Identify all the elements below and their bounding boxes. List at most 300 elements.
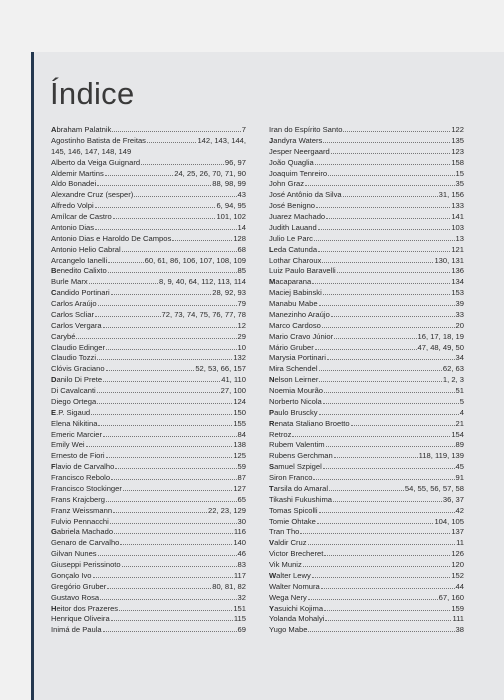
- artist-name-text: Aldemir Martins: [51, 168, 104, 178]
- artist-name: [51, 364, 105, 375]
- artist-name-text: Iran do Espírito Santo: [269, 125, 343, 134]
- artist-name: [269, 201, 315, 212]
- dot-leader: [315, 349, 417, 350]
- dot-leader: [324, 610, 450, 611]
- page-numbers: 103: [451, 222, 464, 232]
- page-numbers: 123: [451, 146, 464, 156]
- page-numbers: 127: [233, 483, 246, 493]
- artist-name-text: Walter Nomura: [269, 581, 320, 591]
- artist-name-text: Juarez Machado: [269, 212, 326, 221]
- index-entry: [269, 462, 464, 473]
- dot-leader: [326, 218, 450, 219]
- page-numbers: 118, 119, 139: [418, 451, 464, 461]
- artist-name-text: Norberto Nicola: [269, 396, 322, 406]
- artist-name-text: Carlos Scliar: [51, 309, 95, 319]
- index-entry: [51, 560, 246, 571]
- dot-leader: [141, 164, 224, 165]
- artist-name: [269, 495, 332, 506]
- index-entry: [51, 256, 246, 267]
- index-entry: [269, 190, 464, 201]
- page-numbers: 121: [451, 244, 464, 254]
- artist-name: [51, 495, 105, 506]
- artist-name: [269, 277, 311, 288]
- page-numbers: 22, 23, 129: [207, 505, 246, 515]
- page-numbers: 35: [455, 179, 464, 189]
- artist-name: [269, 527, 299, 538]
- index-entry: [51, 147, 246, 158]
- dot-leader: [97, 185, 211, 186]
- artist-name: [269, 397, 322, 408]
- artist-name-text: Fulvio Pennacchi: [51, 516, 109, 526]
- artist-name-text: Siron Franco: [269, 473, 313, 482]
- artist-name-text: Vik Muniz: [269, 560, 302, 569]
- artist-name: [51, 375, 102, 386]
- artist-name: [51, 136, 146, 147]
- artist-name: [269, 604, 323, 615]
- index-entry: [269, 549, 464, 560]
- page-numbers: 130, 131: [434, 255, 464, 265]
- artist-name: [269, 364, 318, 375]
- dot-leader: [89, 283, 158, 284]
- artist-name: [269, 223, 317, 234]
- index-entry: [269, 125, 464, 136]
- page-numbers: 134: [451, 277, 464, 287]
- dot-leader: [325, 620, 451, 621]
- dot-leader: [111, 620, 233, 621]
- page-numbers: 41, 110: [221, 375, 246, 385]
- page-numbers: 13: [455, 233, 464, 243]
- artist-name-text: Franz Weissmann: [51, 505, 113, 515]
- artist-name-text: Frans Krajcberg: [51, 494, 106, 504]
- letter-initial: G: [51, 527, 57, 537]
- artist-name-text: Alexandre Cruz (sesper): [51, 190, 134, 200]
- artist-name: [269, 614, 324, 625]
- index-entry: [51, 332, 246, 343]
- dot-leader: [111, 294, 212, 295]
- artist-name: [51, 538, 119, 549]
- letter-initial: Y: [269, 603, 275, 613]
- page-numbers: 27, 100: [220, 386, 246, 395]
- index-entry: [269, 538, 464, 549]
- artist-name-text: asuichi Kojima: [274, 603, 324, 613]
- artist-name: [51, 462, 114, 473]
- index-entry: [51, 125, 246, 136]
- page-numbers: 20: [455, 320, 464, 330]
- index-entry: [269, 288, 464, 299]
- dot-leader: [172, 240, 232, 241]
- page-numbers: 45: [455, 462, 464, 472]
- page-numbers: 7: [241, 125, 246, 134]
- index-entry: [269, 375, 464, 386]
- index-entry: [269, 604, 464, 615]
- artist-name: [269, 593, 307, 604]
- artist-name: [269, 408, 318, 419]
- artist-name-text: Diego Ortega: [51, 396, 97, 406]
- index-entry: [51, 266, 246, 277]
- dot-leader: [322, 262, 433, 263]
- page-numbers: 32: [237, 592, 246, 602]
- dot-leader: [308, 599, 438, 600]
- index-entry: [269, 386, 464, 397]
- artist-name-text: Mira Schendel: [269, 364, 318, 374]
- artist-name-text: Carybé: [51, 331, 76, 341]
- index-entry: [269, 397, 464, 408]
- dot-leader: [308, 631, 454, 632]
- artist-name-text: Ernesto de Fiori: [51, 451, 105, 461]
- index-entry: [269, 451, 464, 462]
- page-numbers: 117: [233, 570, 246, 580]
- dot-leader: [324, 392, 455, 393]
- artist-name: [269, 169, 327, 180]
- artist-name-text: Maciej Babinski: [269, 288, 322, 298]
- artist-name-text: Carlos Araújo: [51, 299, 97, 308]
- dot-leader: [319, 381, 442, 382]
- dot-leader: [110, 523, 237, 524]
- index-entry: [51, 310, 246, 321]
- dot-leader: [317, 523, 434, 524]
- artist-name-text: anilo Di Prete: [56, 375, 103, 385]
- index-entry: [51, 299, 246, 310]
- page-numbers: 51: [455, 386, 464, 395]
- artist-name-text: Gilvan Nunes: [51, 549, 97, 559]
- artist-name: [51, 506, 112, 517]
- index-entry: [51, 571, 246, 582]
- index-entry: [51, 527, 246, 538]
- artist-name-text: Julio Le Parc: [269, 233, 313, 243]
- index-entry: [269, 593, 464, 604]
- artist-name-text: Tikashi Fukushima: [269, 494, 333, 504]
- page-numbers: 44: [455, 581, 464, 591]
- artist-name: [269, 266, 336, 277]
- dot-leader: [326, 446, 455, 447]
- dot-leader: [108, 262, 144, 263]
- artist-name-text: Carlos Vergara: [51, 320, 102, 330]
- dot-leader: [343, 196, 438, 197]
- artist-name-text: Elena Nikitina: [51, 418, 98, 428]
- artist-name: [51, 582, 106, 593]
- artist-name-text: Tomas Spicolli: [269, 505, 318, 515]
- artist-name: [269, 125, 342, 136]
- artist-name-text: Antonio Dias e Haroldo De Campos: [51, 233, 172, 243]
- page-numbers: 120: [451, 560, 464, 569]
- letter-initial: M: [269, 277, 276, 287]
- dot-leader: [98, 305, 237, 306]
- index-entry: [51, 179, 246, 190]
- page-title: Índice: [50, 76, 135, 111]
- index-entry: [51, 593, 246, 604]
- index-entry: [51, 473, 246, 484]
- dot-leader: [119, 610, 232, 611]
- artist-name: [269, 375, 318, 386]
- artist-name: [51, 212, 112, 223]
- artist-name: [269, 560, 302, 571]
- artist-name: [269, 484, 328, 495]
- artist-name-text: lavio de Carvalho: [55, 462, 115, 472]
- letter-initial: S: [269, 462, 275, 472]
- artist-name-text: Gonçalo Ivo: [51, 570, 92, 580]
- artist-name-text: eda Catunda: [273, 244, 318, 254]
- index-entry: [269, 408, 464, 419]
- artist-name: [269, 353, 326, 364]
- page-numbers: 138: [233, 440, 246, 450]
- artist-name: [51, 266, 107, 277]
- artist-name-text: Lothar Charoux: [269, 255, 322, 265]
- dot-leader: [97, 392, 220, 393]
- index-entry: [269, 277, 464, 288]
- dot-leader: [103, 381, 220, 382]
- dot-leader: [103, 631, 237, 632]
- artist-name: [51, 310, 94, 321]
- artist-name-text: Henrique Oliveira: [51, 614, 110, 624]
- dot-leader: [316, 207, 450, 208]
- artist-name-text: Emeric Marcier: [51, 429, 103, 439]
- page-numbers: 68: [237, 244, 246, 254]
- page-numbers: 5: [459, 396, 464, 406]
- artist-name-text: Rubens Gerchman: [269, 451, 333, 461]
- artist-name-text: José Antônio da Silva: [269, 190, 342, 200]
- page-spine-bar: [31, 52, 34, 700]
- index-entry: [269, 147, 464, 158]
- artist-name-text: Rubem Valentim: [269, 440, 325, 450]
- index-entry: [51, 582, 246, 593]
- artist-name: [51, 451, 105, 462]
- page-numbers: 14: [237, 222, 246, 232]
- artist-name: [269, 321, 321, 332]
- dot-leader: [323, 294, 451, 295]
- page-numbers: 104, 105: [434, 516, 464, 526]
- dot-leader: [120, 544, 232, 545]
- page-numbers: 152: [451, 570, 464, 580]
- artist-name: [51, 353, 96, 364]
- page-numbers: 47, 48, 49, 50: [417, 342, 464, 352]
- dot-leader: [312, 577, 451, 578]
- page-numbers: 141: [451, 212, 464, 221]
- artist-name-text: eitor dos Prazeres: [56, 603, 119, 613]
- artist-name-text: Marco Cardoso: [269, 320, 321, 330]
- artist-name: [51, 397, 96, 408]
- index-entry: [269, 299, 464, 310]
- index-entry: [269, 332, 464, 343]
- artist-name: [269, 571, 311, 582]
- artist-name-text: Mário Gruber: [269, 342, 314, 352]
- index-entry: [51, 353, 246, 364]
- dot-leader: [86, 446, 233, 447]
- page-numbers: 29: [237, 331, 246, 341]
- artist-name: [51, 223, 94, 234]
- page-numbers: 128: [233, 233, 246, 243]
- artist-name: [51, 299, 97, 310]
- index-entry: [269, 245, 464, 256]
- dot-leader: [312, 283, 450, 284]
- dot-leader: [95, 229, 236, 230]
- letter-initial: N: [269, 375, 275, 385]
- letter-initial: D: [51, 375, 57, 385]
- index-entry: [269, 223, 464, 234]
- artist-name-text: Clóvis Graciano: [51, 364, 105, 374]
- dot-leader: [106, 349, 237, 350]
- artist-name: [51, 125, 111, 136]
- artist-name-text: Victor Brecheret: [269, 549, 324, 559]
- page-numbers: 101, 102: [216, 212, 246, 221]
- page-numbers: 43: [237, 190, 246, 200]
- artist-name: [51, 158, 140, 169]
- page-numbers: 65: [237, 494, 246, 504]
- index-entry: [269, 484, 464, 495]
- artist-name-text: andido Portinari: [56, 288, 110, 298]
- artist-name-text: José Benigno: [269, 201, 316, 211]
- artist-name: [51, 169, 104, 180]
- artist-name-text: Gregório Gruber: [51, 581, 107, 591]
- index-entry: [51, 614, 246, 625]
- dot-leader: [327, 359, 455, 360]
- index-entry: [269, 266, 464, 277]
- index-entry: [269, 506, 464, 517]
- artist-name: [51, 256, 107, 267]
- page-numbers: 87: [237, 473, 246, 482]
- page-numbers: 33: [455, 309, 464, 319]
- artist-name-text: Claudio Edinger: [51, 342, 106, 352]
- artist-name-text: Alfredo Volpi: [51, 201, 94, 211]
- page-numbers: 54, 55, 56, 57, 58: [404, 483, 464, 493]
- index-entry: [269, 527, 464, 538]
- artist-name-text: andyra Waters: [273, 135, 323, 145]
- artist-name: [51, 179, 96, 190]
- artist-name: [51, 408, 90, 419]
- dot-leader: [319, 512, 455, 513]
- dot-leader: [108, 272, 237, 273]
- index-entry: [269, 212, 464, 223]
- page-numbers: 151: [233, 603, 246, 613]
- page-numbers: 46: [237, 549, 246, 559]
- index-entry: [51, 408, 246, 419]
- index-entry: [51, 462, 246, 473]
- letter-initial: T: [269, 483, 274, 493]
- dot-leader: [93, 577, 233, 578]
- page-numbers: 21: [455, 418, 464, 428]
- page-numbers: 136: [451, 266, 464, 276]
- page-numbers: 140: [233, 538, 246, 548]
- page-numbers: 126: [451, 549, 464, 559]
- artist-name-text: abriela Machado: [56, 527, 114, 537]
- letter-initial: F: [51, 462, 56, 472]
- page-numbers: 150: [233, 407, 246, 417]
- index-entry: [269, 321, 464, 332]
- artist-name: [269, 190, 342, 201]
- index-entry: [269, 201, 464, 212]
- dot-leader: [333, 501, 442, 502]
- page-numbers: 135: [451, 135, 464, 145]
- artist-name: [51, 288, 110, 299]
- artist-name-text: Retroz: [269, 429, 292, 439]
- artist-name-text: John Graz: [269, 179, 305, 189]
- artist-name: [269, 310, 330, 321]
- index-entry: [269, 582, 464, 593]
- artist-name: [51, 386, 96, 397]
- page-numbers: 154: [451, 429, 464, 439]
- page-numbers: 39: [455, 299, 464, 308]
- page-numbers: 124: [233, 396, 246, 406]
- index-entry: [51, 386, 246, 397]
- page-numbers: 88, 98, 99: [212, 179, 246, 189]
- artist-name-text: Antonio Helio Cabral: [51, 244, 121, 254]
- page-numbers: 38: [455, 625, 464, 635]
- artist-name-text: Wega Nery: [269, 592, 307, 602]
- index-entry: [51, 495, 246, 506]
- index-entry: [269, 343, 464, 354]
- index-entry: [269, 430, 464, 441]
- artist-name-text: Joaquim Tenreiro: [269, 168, 328, 178]
- index-entry: [51, 136, 246, 147]
- dot-leader: [314, 240, 455, 241]
- artist-name-text: Noemia Mourão: [269, 386, 324, 395]
- dot-leader: [147, 142, 196, 143]
- page-numbers: 69: [237, 625, 246, 635]
- dot-leader: [98, 555, 237, 556]
- artist-name: [269, 386, 323, 397]
- dot-leader: [323, 403, 459, 404]
- artist-name-text: Tomie Ohtake: [269, 516, 316, 526]
- page-numbers: 31, 156: [438, 190, 464, 200]
- page-numbers: 158: [451, 157, 464, 167]
- artist-name-text: Mario Cravo Júnior: [269, 331, 334, 341]
- page-numbers: 52, 53, 66, 157: [195, 364, 246, 374]
- dot-leader: [331, 316, 455, 317]
- index-entry: [51, 169, 246, 180]
- page-numbers: 62, 63: [442, 364, 464, 374]
- index-entry: [51, 223, 246, 234]
- artist-name-text: acaparana: [275, 277, 312, 287]
- index-column-right: [269, 125, 464, 636]
- artist-name: [51, 484, 122, 495]
- dot-leader: [134, 196, 236, 197]
- dot-leader: [323, 468, 455, 469]
- artist-name: [51, 473, 110, 484]
- dot-leader: [115, 468, 236, 469]
- artist-name: [51, 190, 133, 201]
- letter-initial: W: [269, 570, 277, 580]
- artist-name: [51, 430, 102, 441]
- artist-name: [51, 245, 121, 256]
- page-numbers: 153: [451, 288, 464, 298]
- index-entry: [51, 604, 246, 615]
- artist-name-text: arsila do Amaral: [273, 483, 329, 493]
- artist-name-text: João Quaglia: [269, 157, 314, 167]
- dot-leader: [103, 327, 237, 328]
- dot-leader: [300, 533, 450, 534]
- dot-leader: [123, 490, 232, 491]
- index-entry: [51, 517, 246, 528]
- page-numbers: 79: [237, 299, 246, 308]
- dot-leader: [319, 370, 442, 371]
- artist-name: [269, 473, 312, 484]
- dot-leader: [292, 436, 450, 437]
- index-entry: [269, 310, 464, 321]
- artist-name: [51, 343, 105, 354]
- artist-name: [269, 136, 322, 147]
- artist-name-text: .P. Sigaud: [56, 407, 91, 417]
- page-numbers: 72, 73, 74, 75, 76, 77, 78: [161, 309, 246, 319]
- page-numbers: 80, 81, 82: [212, 581, 246, 591]
- artist-name: [269, 451, 333, 462]
- artist-name-text: Amílcar de Castro: [51, 212, 112, 221]
- dot-leader: [313, 479, 454, 480]
- artist-name-text: Inimá de Paula: [51, 625, 102, 635]
- letter-initial: C: [51, 288, 57, 298]
- page-numbers: 67, 160: [438, 592, 464, 602]
- letter-initial: L: [269, 244, 274, 254]
- dot-leader: [113, 218, 216, 219]
- page-numbers: 36, 37: [442, 494, 464, 504]
